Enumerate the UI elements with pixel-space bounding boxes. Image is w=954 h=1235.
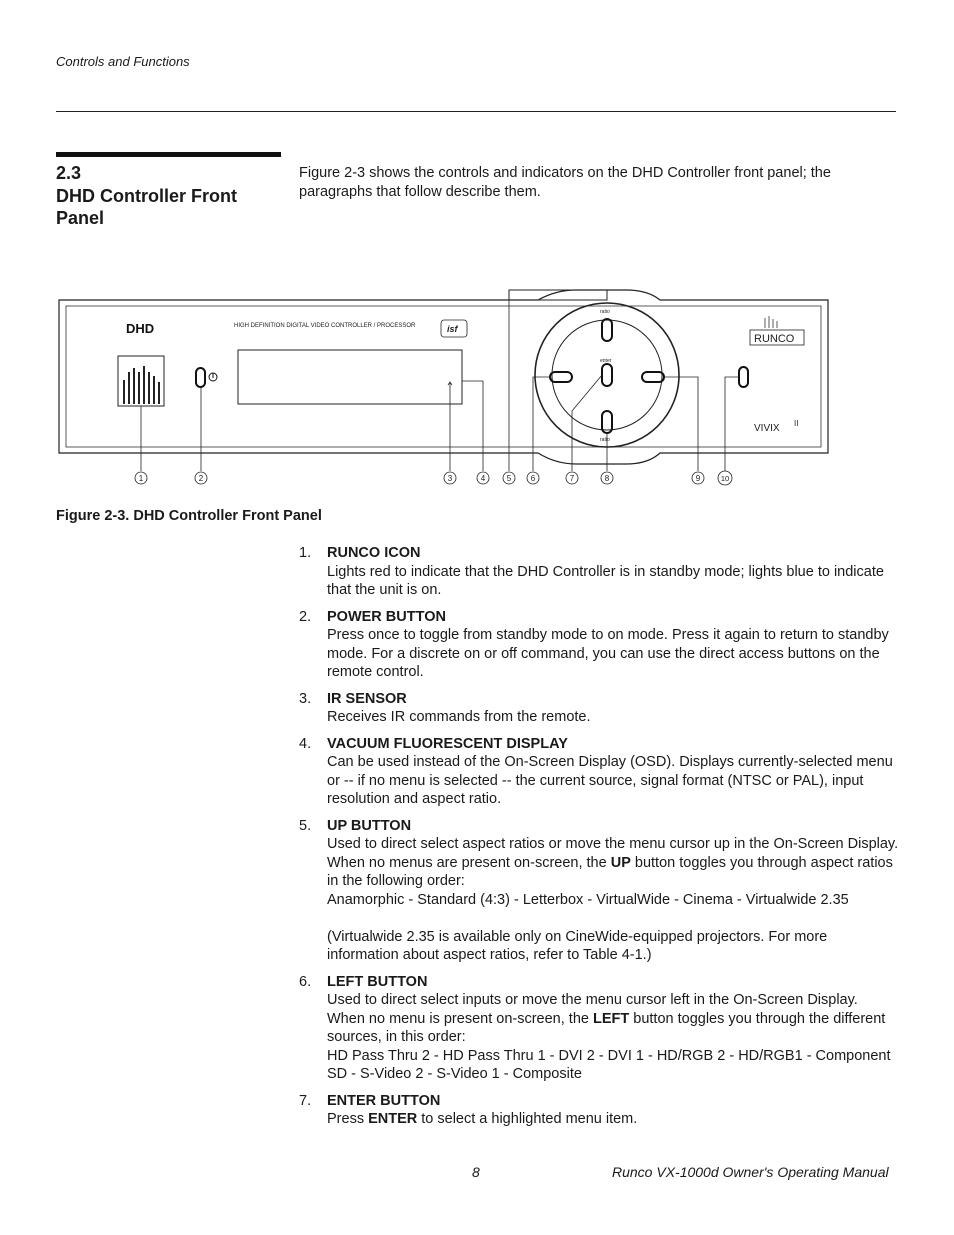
enter-button-7[interactable] xyxy=(602,364,612,386)
svg-text:isf: isf xyxy=(447,324,458,334)
figure-caption: Figure 2-3. DHD Controller Front Panel xyxy=(56,508,322,524)
list-item xyxy=(299,735,899,809)
item-title: IR SENSOR xyxy=(327,690,407,707)
list-item xyxy=(299,690,899,727)
up-button-5[interactable] xyxy=(602,319,612,341)
item-title: POWER BUTTON xyxy=(327,608,446,625)
callout-6 xyxy=(527,472,539,484)
runco-icon-1 xyxy=(118,356,164,406)
svg-text:RUNCO: RUNCO xyxy=(754,333,795,345)
svg-text:8: 8 xyxy=(604,474,610,483)
list-item xyxy=(299,817,899,965)
left-button-6[interactable] xyxy=(550,372,572,382)
navigation-dial xyxy=(535,303,679,447)
item-title: UP BUTTON xyxy=(327,817,412,834)
section-number: 2.3 xyxy=(56,163,82,183)
item-number: 4. xyxy=(299,735,312,752)
item-body: Receives IR commands from the remote. xyxy=(327,709,591,725)
dhd-logo: DHD xyxy=(126,321,155,336)
svg-text:7: 7 xyxy=(569,474,575,483)
isf-logo xyxy=(441,320,467,337)
svg-text:4: 4 xyxy=(480,474,486,483)
item-note: (Virtualwide 2.35 is available only on CineWide-equipped projectors. For more information about aspect ratios, refer to Table 4-1.) xyxy=(327,928,828,963)
callout-5 xyxy=(503,472,515,484)
callout-1 xyxy=(135,472,147,484)
runco-logo xyxy=(750,316,804,345)
header-rule xyxy=(56,111,896,112)
item-number: 7. xyxy=(299,1092,312,1109)
svg-text:3: 3 xyxy=(447,474,453,483)
item-title: RUNCO ICON xyxy=(327,545,421,561)
svg-text:5: 5 xyxy=(506,474,512,483)
item-extra: Anamorphic - Standard (4:3) - Letterbox - VirtualWide - Cinema - Virtualwide 2.35 xyxy=(327,891,849,908)
item-body: Can be used instead of the On-Screen Display (OSD). Displays currently-selected menu or -- if no menu is selected -- the current source, signal format (NTSC or PAL), input resolution and aspect ratio. xyxy=(327,754,893,807)
item-list xyxy=(299,544,899,1137)
power-button-2[interactable] xyxy=(196,368,217,387)
item-body: Press once to toggle from standby mode to on mode. Press it again to return to standby mode. For a discrete on or off command, you can use the direct access buttons on the remote control. xyxy=(327,627,889,680)
svg-text:6: 6 xyxy=(530,474,536,483)
vivix-logo: VIVIX xyxy=(754,423,780,434)
item-body: Used to direct select aspect ratios or move the menu cursor up in the On-Screen Display. When no menus are present on-screen, the UP button toggles you through aspect ratios in the following order: xyxy=(327,836,899,889)
callout-4 xyxy=(477,472,489,484)
svg-text:2: 2 xyxy=(198,474,204,483)
callout-8 xyxy=(601,472,613,484)
item-title: LEFT BUTTON xyxy=(327,973,428,990)
svg-text:10: 10 xyxy=(720,474,730,483)
ir-sensor-3 xyxy=(448,382,452,390)
svg-text:1: 1 xyxy=(138,474,144,483)
item-body: Lights red to indicate that the DHD Controller is in standby mode; lights blue to indicate that the unit is on. xyxy=(327,563,884,598)
item-extra: HD Pass Thru 2 - HD Pass Thru 1 - DVI 2 - DVI 1 - HD/RGB 2 - HD/RGB1 - Component SD - S-Video 2 - S-Video 1 - Composite xyxy=(327,1047,891,1082)
item-body: Press ENTER to select a highlighted menu item. xyxy=(327,1111,638,1127)
running-header: Controls and Functions xyxy=(56,54,190,69)
vivix-sup: II xyxy=(794,419,799,428)
list-item xyxy=(299,608,899,682)
item-title: VACUUM FLUORESCENT DISPLAY xyxy=(327,735,568,752)
enter-label: enter xyxy=(600,358,612,364)
panel-title-text: HIGH DEFINITION DIGITAL VIDEO CONTROLLER / PROCESSOR xyxy=(234,323,416,329)
callout-9 xyxy=(692,472,704,484)
list-item xyxy=(299,544,899,600)
item-number: 1. xyxy=(299,545,312,561)
right-button[interactable] xyxy=(642,372,664,382)
vacuum-fluorescent-display-4 xyxy=(238,350,462,404)
item-title: ENTER BUTTON xyxy=(327,1092,441,1109)
callout-10 xyxy=(718,471,732,485)
callout-7 xyxy=(566,472,578,484)
section-title: DHD Controller Front Panel xyxy=(56,186,237,228)
ratio-label-top: ratio xyxy=(600,309,610,315)
callout-3 xyxy=(444,472,456,484)
section-bar xyxy=(56,152,281,157)
list-item xyxy=(299,1092,899,1129)
front-panel-figure xyxy=(56,286,836,491)
callout-2 xyxy=(195,472,207,484)
item-number: 5. xyxy=(299,817,312,834)
input-button-10[interactable] xyxy=(739,367,748,387)
item-number: 6. xyxy=(299,973,312,990)
page-number: 8 xyxy=(472,1164,480,1180)
footer-title: Runco VX-1000d Owner's Operating Manual xyxy=(612,1164,889,1180)
section-intro: Figure 2-3 shows the controls and indicators on the DHD Controller front panel; the paragraphs that follow describe them. xyxy=(299,165,831,200)
item-number: 3. xyxy=(299,690,312,707)
item-number: 2. xyxy=(299,608,312,625)
ratio-label-bottom: ratio xyxy=(600,437,610,443)
svg-text:9: 9 xyxy=(695,474,701,483)
list-item xyxy=(299,973,899,1084)
item-body: Used to direct select inputs or move the menu cursor left in the On-Screen Display. When no menu is present on-screen, the LEFT button toggles you through the different sources, in this order: xyxy=(327,992,886,1045)
